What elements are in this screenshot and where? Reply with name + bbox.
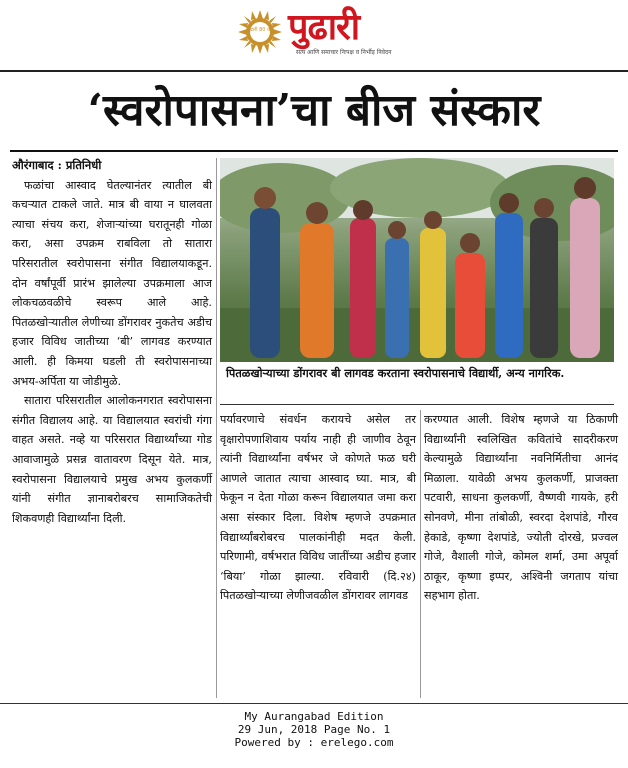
- edition-name: My Aurangabad Edition: [244, 710, 384, 723]
- paragraph: करण्यात आली. विशेष म्हणजे या ठिकाणी विद्यार्थ्यांनी स्वलिखित कवितांचे सादरीकरण केल्यामुळे विद्यार्थ्यांना नवनिर्मितीचा आनंद मिळाला. यावेळी अभय कुलकर्णी, प्राजक्ता पटवारी, साधना कुलकर्णी, वैष्णवी गायके, हरी सोनवणे, मीना तांबोळी, स्वरदा देशपांडे, गौरव हेकाडे, कृष्णा देशपांडे, ज्योती दोरखे, प्रज्वल गोजे, वैशाली गोजे, कोमल शर्मा, उमा अपूर्वा ठाकूर, कृष्णा इप्पर, अश्विनी जगताप यांचा सहभाग होता.: [424, 413, 618, 603]
- masthead: [0, 0, 628, 66]
- photo-illustration: [220, 158, 614, 362]
- sun-seal-icon: [238, 10, 282, 54]
- news-photo: [220, 158, 614, 362]
- paragraph: सातारा परिसरातील आलोकनगरात स्वरोपासना संगीत विद्यालय आहे. या विद्यालयात स्वरांची गंगा वाहत असते. नव्हे या परिसरात विद्यार्थ्यांच्या गोड आवाजामुळे प्रसन्न वातावरण दिसून येते. मात्र, स्वरोपासना विद्यालयाचे प्रमुख अभय कुलकर्णी यांनी संगीत ज्ञानाबरोबरच सामाजिकतेची शिकवणही विद्यार्थ्यांना दिली.: [12, 394, 212, 525]
- seal-text: पुढारी 80 वर्षे: [247, 27, 273, 33]
- edition-footer: [0, 710, 628, 749]
- divider: [0, 70, 628, 72]
- column-divider: [216, 158, 217, 698]
- column-divider: [420, 410, 421, 698]
- divider: [0, 703, 628, 704]
- article-column-2: [220, 410, 416, 606]
- powered-by-link[interactable]: Powered by : erelego.com: [234, 736, 394, 749]
- article-column-1: [12, 156, 212, 696]
- edition-date-page: 29 Jun, 2018 Page No. 1: [237, 723, 391, 736]
- dateline: औरंगाबाद : प्रतिनिधी: [12, 158, 102, 172]
- paragraph: पर्यावरणाचे संवर्धन करायचे असेल तर वृक्षारोपणाशिवाय पर्याय नाही ही जाणीव ठेवून त्यांनी विद्यार्थ्यांना वर्षभर जे कोणते फळ घरी आणले जातात त्याचा आस्वाद घ्या. मात्र, बी फेकून न देता गोळा करून विद्यालयात जमा करा असा संस्कार दिला. विशेष म्हणजे उपक्रमात विद्यार्थ्यांबरोबरच पालकांनीही मदत केली. परिणामी, वर्षभरात विविध जातींच्या अडीच हजार ‘बिया’ गोळा झाल्या. रविवारी (दि.२४) पितळखोऱ्याच्या लेणीजवळील डोंगरावर लागवड: [220, 413, 416, 603]
- divider: [10, 150, 618, 152]
- paragraph: फळांचा आस्वाद घेतल्यानंतर त्यातील बी कचऱ्यात टाकले जाते. मात्र बी वाया न घालवता त्याचा संचय करा, शेजाऱ्यांच्या घरातूनही गोळा करा, असा उपक्रम राबविला तो सातारा परिसरातील स्वरोपासना संगीत विद्यालयाकडून. दोन वर्षांपूर्वी प्रारंभ झालेल्या उपक्रमाला आज लोकचळवळीचे स्वरूप आले आहे. पितळखोऱ्यातील लेणीच्या डोंगरावर नुकतेच अडीच हजार विविध जातीच्या ‘बी’ लागवड करण्यात आली. ही किमया घडली ती स्वरोपासनाच्या अभय-अर्पिता या जोडीमुळे.: [12, 178, 212, 388]
- article-column-3: [424, 410, 618, 606]
- logo-tagline: सत्य आणि समाचार निःपक्ष व निर्भीड़ निवेदन: [296, 49, 392, 56]
- headline: ‘स्वरोपासना’चा बीज संस्कार: [87, 85, 541, 136]
- divider: [220, 404, 614, 405]
- logo-wordmark: पुढारी: [288, 7, 360, 48]
- photo-caption: पितळखोऱ्याच्या डोंगरावर बी लागवड करताना स्वरोपासनाचे विद्यार्थी, अन्य नागरिक.: [226, 366, 565, 380]
